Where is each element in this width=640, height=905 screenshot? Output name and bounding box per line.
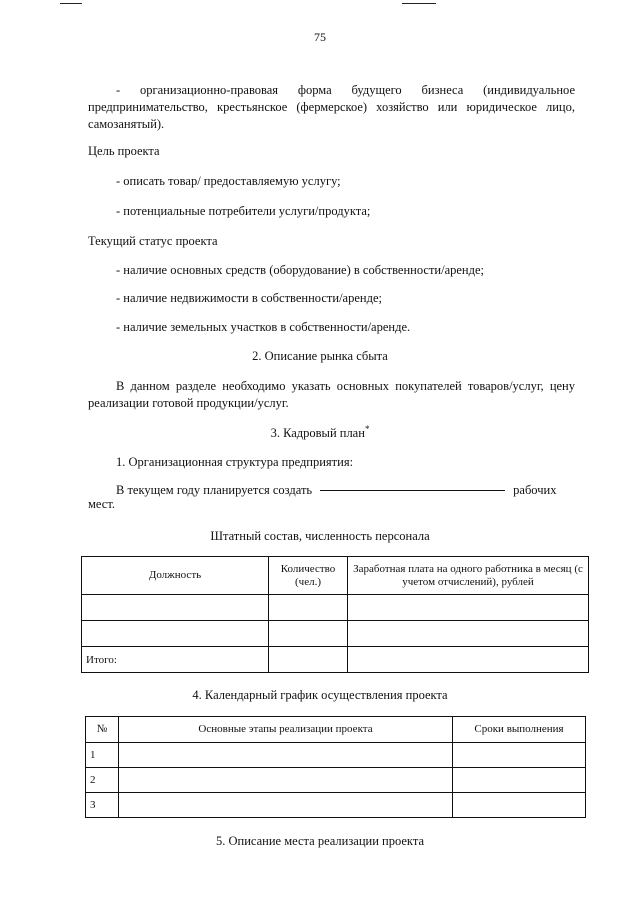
footnote-mark: * (364, 424, 370, 434)
project-goal-heading: Цель проекта (88, 144, 160, 158)
staff-plan-suffix: рабочих (513, 483, 557, 497)
table-cell (82, 621, 269, 647)
legal-form-paragraph: - организационно-правовая форма будущего бизнеса (индивидуальное предпринимательство, крестьянское (фермерское) хозяйство или юридическое лицо, самозанятый). (88, 83, 575, 131)
section-3-title-text: 3. Кадровый план (270, 426, 365, 441)
table-cell (453, 743, 586, 768)
page-number: 75 (314, 30, 326, 44)
table-row (86, 743, 586, 768)
table-cell (82, 595, 269, 621)
table-cell (453, 768, 586, 793)
staff-count-blank (320, 490, 505, 491)
table-cell (348, 595, 589, 621)
table-cell (119, 793, 453, 818)
staff-total-label: Итого: (82, 647, 269, 673)
staff-plan-prefix: В текущем году планируется создать (116, 483, 313, 497)
table-row (82, 647, 589, 673)
staff-table-caption: Штатный состав, численность персонала (210, 529, 430, 543)
schedule-col-stages: Основные этапы реализации проекта (119, 717, 453, 743)
table-cell: 3 (86, 793, 119, 818)
table-row (86, 768, 586, 793)
scan-artifact (402, 3, 436, 4)
schedule-table (85, 716, 586, 818)
staff-col-position: Должность (82, 557, 269, 595)
project-status-item: - наличие земельных участков в собственности/аренде. (116, 320, 411, 334)
staff-plan-cont: мест. (88, 497, 115, 511)
staff-plan-line (116, 483, 576, 498)
section-3-subsection: 1. Организационная структура предприятия: (116, 455, 354, 469)
table-cell (348, 647, 589, 673)
project-status-item: - наличие недвижимости в собственности/аренде; (116, 291, 382, 305)
scan-artifact (60, 3, 82, 4)
section-2-text: В данном разделе необходимо указать основных покупателей товаров/услуг, цену реализации готовой продукции/услуг. (88, 379, 575, 410)
section-3-title (0, 424, 640, 441)
table-cell (269, 647, 348, 673)
section-4-title: 4. Календарный график осуществления проекта (192, 688, 448, 702)
staff-table-header-row (82, 557, 589, 595)
section-2-title: 2. Описание рынка сбыта (252, 349, 388, 363)
table-row (82, 595, 589, 621)
table-cell: 2 (86, 768, 119, 793)
table-cell (269, 595, 348, 621)
project-status-heading: Текущий статус проекта (88, 234, 218, 248)
staff-col-salary: Заработная плата на одного работника в месяц (с учетом отчислений), рублей (348, 557, 589, 595)
staff-table (81, 556, 589, 673)
schedule-table-header-row (86, 717, 586, 743)
schedule-col-deadlines: Сроки выполнения (453, 717, 586, 743)
table-cell (348, 621, 589, 647)
staff-col-count: Количество (чел.) (269, 557, 348, 595)
table-row (82, 621, 589, 647)
section-5-title: 5. Описание места реализации проекта (216, 834, 424, 848)
table-cell (119, 743, 453, 768)
table-row (86, 793, 586, 818)
table-cell (269, 621, 348, 647)
table-cell (119, 768, 453, 793)
project-goal-item: - потенциальные потребители услуги/продукта; (116, 204, 371, 218)
project-status-item: - наличие основных средств (оборудование) в собственности/аренде; (116, 263, 484, 277)
project-goal-item: - описать товар/ предоставляемую услугу; (116, 174, 341, 188)
table-cell: 1 (86, 743, 119, 768)
table-cell (453, 793, 586, 818)
schedule-col-number: № (86, 717, 119, 743)
